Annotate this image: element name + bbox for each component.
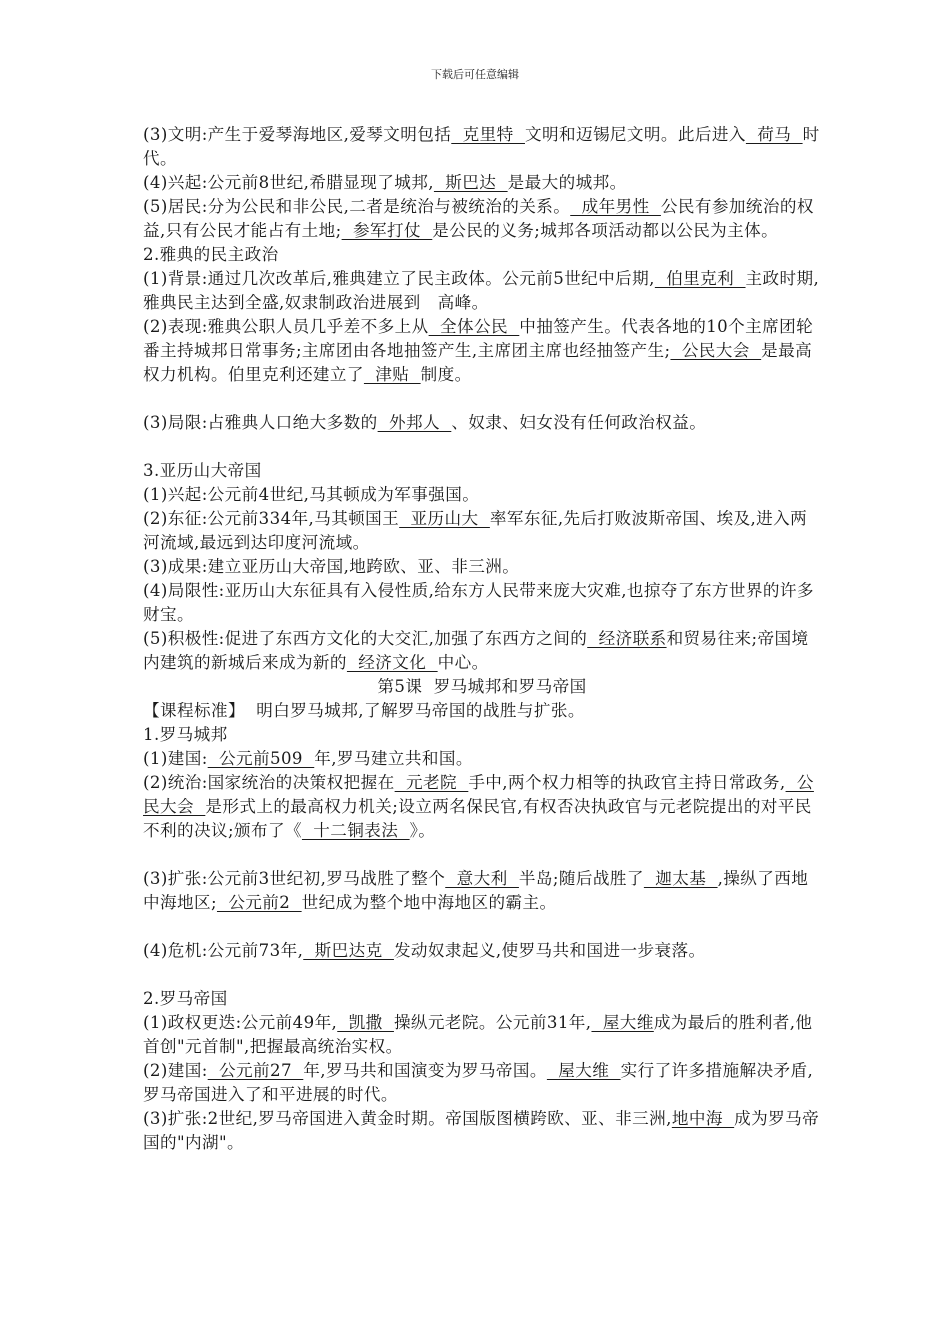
fill-in-answer: 迦太基 (643, 869, 718, 888)
text-run: 中心。 (437, 653, 489, 672)
fill-in-answer: 经济联系 (587, 629, 667, 648)
fill-in-answer: 意大利 (445, 869, 519, 888)
fill-in-answer: 成年男性 (570, 197, 661, 216)
text-run: (3)扩张:公元前3世纪初,罗马战胜了整个 (143, 869, 446, 888)
paragraph (143, 987, 821, 1011)
text-run: (5)居民:分为公民和非公民,二者是统治与被统治的关系。 (143, 197, 571, 216)
text-run: (1)背景:通过几次改革后,雅典建立了民主政体。公元前5世纪中后期, (143, 269, 655, 288)
text-run: 公民有参加统治的权益,只有公民才能占有土地; (143, 197, 814, 240)
text-run: 》。 (409, 821, 436, 840)
fill-in-answer: 屋大维 (546, 1061, 621, 1080)
fill-in-answer: 地中海 (671, 1109, 735, 1128)
text-run: (2)表现:雅典公职人员几乎差不多上从 (143, 317, 429, 336)
paragraph (143, 579, 821, 627)
text-run: (4)局限性:亚历山大东征具有入侵性质,给东方人民带来庞大灾难,也掠夺了东方世界的许多财宝。 (143, 581, 814, 624)
text-run: 是最大的城邦。 (507, 173, 627, 192)
paragraph-gap (143, 843, 821, 867)
text-run: 1.罗马城邦 (143, 725, 228, 744)
fill-in-answer: 斯巴达 (433, 173, 508, 192)
text-run: (3)局限:占雅典人口绝大多数的 (143, 413, 378, 432)
text-run: 2.罗马帝国 (143, 989, 228, 1008)
fill-in-answer: 荷马 (745, 125, 803, 144)
paragraph (143, 1107, 821, 1155)
fill-in-answer: 伯里克利 (654, 269, 746, 288)
text-run: (2)建国: (143, 1061, 208, 1080)
fill-in-answer: 公民大会 (143, 773, 814, 816)
text-run: 中抽签产生。代表各地的10个主席团轮番主持城邦日常事务;主席团由各地抽签产生,主席团主席也经抽签产生; (143, 317, 814, 360)
text-run: (1)建国: (143, 749, 208, 768)
text-run: 主政时期,雅典民主达到全盛,奴隶制政治进展到 高峰。 (143, 269, 820, 312)
fill-in-answer: 公元前27 (207, 1061, 304, 1080)
paragraph (143, 867, 821, 915)
paragraph-gap (143, 435, 821, 459)
fill-in-answer: 经济文化 (346, 653, 438, 672)
lesson-title (143, 675, 821, 699)
paragraph (143, 555, 821, 579)
text-run: 时代。 (143, 125, 820, 168)
paragraph (143, 171, 821, 195)
fill-in-answer: 克里特 (451, 125, 525, 144)
fill-in-answer: 元老院 (394, 773, 469, 792)
text-run: 、奴隶、妇女没有任何政治权益。 (451, 413, 707, 432)
paragraph (143, 747, 821, 771)
paragraph (143, 627, 821, 675)
text-run: 年,罗马共和国演变为罗马帝国。 (303, 1061, 547, 1080)
text-run: 操纵元老院。公元前31年, (393, 1013, 592, 1032)
text-run: 第5课 罗马城邦和罗马帝国 (377, 677, 587, 696)
text-run: 是最高权力机构。伯里克利还建立了 (143, 341, 813, 384)
paragraph (143, 507, 821, 555)
paragraph (143, 459, 821, 483)
fill-in-answer: 全体公民 (428, 317, 520, 336)
paragraph (143, 771, 821, 843)
text-run: 世纪成为整个地中海地区的霸主。 (301, 893, 557, 912)
fill-in-answer: 津贴 (363, 365, 421, 384)
fill-in-answer: 亚历山大 (399, 509, 490, 528)
text-run: 和贸易往来;帝国境内建筑的新城后来成为新的 (143, 629, 809, 672)
paragraph (143, 1011, 821, 1059)
fill-in-answer: 参军打仗 (341, 221, 433, 240)
paragraph (143, 195, 821, 243)
paragraph (143, 483, 821, 507)
text-run: 文明和迈锡尼文明。此后进入 (524, 125, 746, 144)
paragraph (143, 315, 821, 387)
text-run: 年,罗马建立共和国。 (314, 749, 473, 768)
fill-in-answer: 屋大维 (591, 1013, 654, 1032)
text-run: 是形式上的最高权力机关;设立两名保民官,有权否决执政官与元老院提出的对平民不利的决议;颁布了《 (143, 797, 812, 840)
paragraph-gap (143, 387, 821, 411)
page-header: 下载后可任意编辑 (431, 68, 519, 81)
text-run: (4)危机:公元前73年, (143, 941, 304, 960)
paragraph (143, 411, 821, 435)
text-run: 成为最后的胜利者,他首创"元首制",把握最高统治实权。 (143, 1013, 813, 1056)
fill-in-answer: 外邦人 (377, 413, 452, 432)
paragraph (143, 267, 821, 315)
text-run: (3)扩张:2世纪,罗马帝国进入黄金时期。帝国版图横跨欧、亚、非三洲, (143, 1109, 672, 1128)
text-run: (2)统治:国家统治的决策权把握在 (143, 773, 395, 792)
paragraph (143, 699, 821, 723)
text-run: (3)文明:产生于爱琴海地区,爱琴文明包括 (143, 125, 452, 144)
text-run: (5)积极性:促进了东西方文化的大交汇,加强了东西方之间的 (143, 629, 588, 648)
paragraph-gap (143, 915, 821, 939)
text-run: 是公民的义务;城邦各项活动都以公民为主体。 (432, 221, 779, 240)
text-run: (1)兴起:公元前4世纪,马其顿成为军事强国。 (143, 485, 480, 504)
text-run: 半岛;随后战胜了 (518, 869, 644, 888)
paragraph (143, 723, 821, 747)
text-run: 【课程标准】 明白罗马城邦,了解罗马帝国的战胜与扩张。 (143, 701, 585, 720)
text-run: 发动奴隶起义,使罗马共和国进一步衰落。 (393, 941, 706, 960)
fill-in-answer: 公民大会 (670, 341, 762, 360)
paragraph (143, 1059, 821, 1107)
fill-in-answer: 斯巴达克 (303, 941, 394, 960)
paragraph-gap (143, 963, 821, 987)
text-run: (1)政权更迭:公元前49年, (143, 1013, 338, 1032)
text-run: 手中,两个权力相等的执政官主持日常政务, (468, 773, 786, 792)
fill-in-answer: 公元前2 (216, 893, 302, 912)
fill-in-answer: 十二铜表法 (301, 821, 410, 840)
paragraph (143, 123, 821, 171)
text-run: 3.亚历山大帝国 (143, 461, 262, 480)
text-run: ,操纵了西地中海地区; (143, 869, 809, 912)
fill-in-answer: 公元前509 (207, 749, 315, 768)
text-run: 制度。 (420, 365, 472, 384)
text-run: (4)兴起:公元前8世纪,希腊显现了城邦, (143, 173, 434, 192)
document-body (143, 123, 821, 1155)
text-run: 率军东征,先后打败波斯帝国、埃及,进入两河流域,最远到达印度河流域。 (143, 509, 808, 552)
paragraph (143, 243, 821, 267)
fill-in-answer: 凯撒 (337, 1013, 394, 1032)
text-run: 实行了许多措施解决矛盾,罗马帝国进入了和平进展的时代。 (143, 1061, 814, 1104)
text-run: (3)成果:建立亚历山大帝国,地跨欧、亚、非三洲。 (143, 557, 520, 576)
paragraph (143, 939, 821, 963)
text-run: 成为罗马帝国的"内湖"。 (143, 1109, 820, 1152)
text-run: 2.雅典的民主政治 (143, 245, 279, 264)
text-run: (2)东征:公元前334年,马其顿国王 (143, 509, 400, 528)
